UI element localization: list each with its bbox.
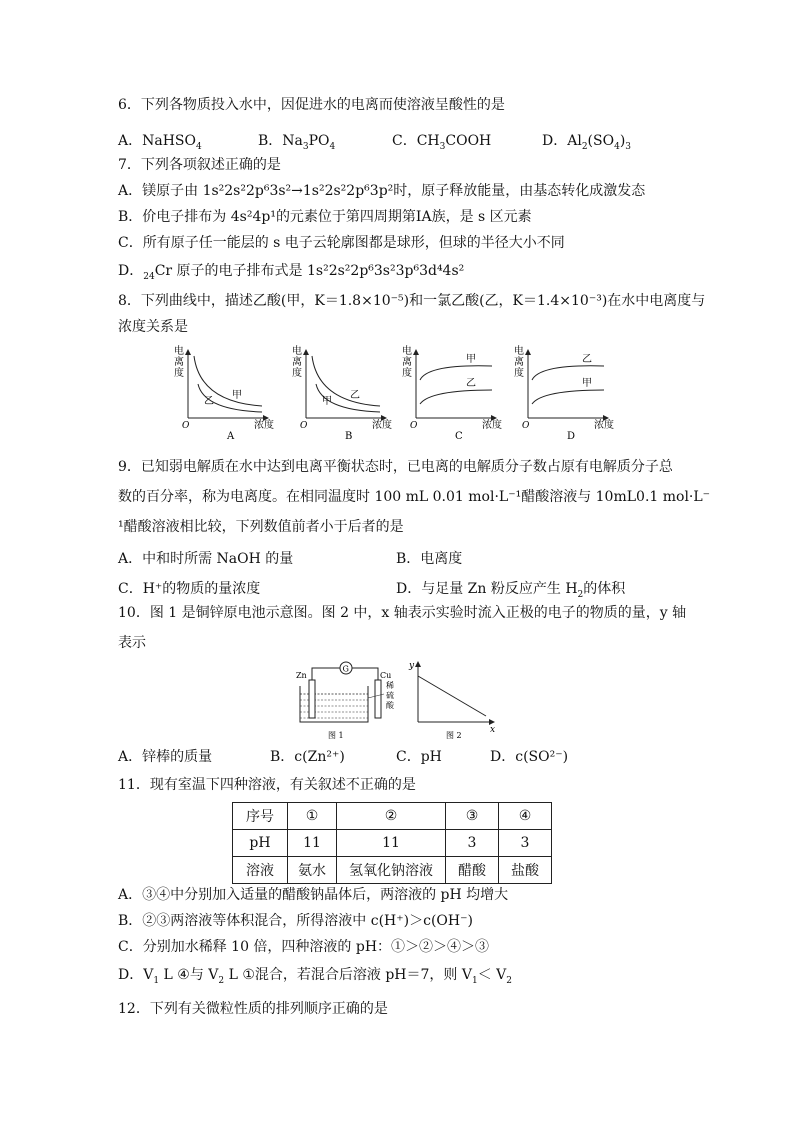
- q9-stem-line1: 9．已知弱电解质在水中达到电离平衡状态时，已电离的电解质分子数占原有电解质分子总: [118, 459, 673, 475]
- q11-option-c: C．分别加水稀释 10 倍，四种溶液的 pH：①＞②＞④＞③: [118, 939, 490, 955]
- table-cell: 氨水: [288, 857, 337, 884]
- svg-text:O: O: [182, 421, 190, 431]
- svg-text:乙: 乙: [466, 378, 476, 389]
- q8-graphs: [170, 342, 630, 446]
- q6-option-d: D．$Al_2(SO_4)_3$: [542, 133, 632, 152]
- q7-option-c: C．所有原子任一能层的 s 电子云轮廓图都是球形，但球的半径大小不同: [118, 235, 565, 251]
- svg-text:离: 离: [174, 357, 184, 368]
- svg-text:电: 电: [292, 346, 302, 357]
- svg-text:A: A: [227, 431, 235, 442]
- q8-graph-b: [292, 344, 392, 442]
- table-cell: 溶液: [233, 857, 288, 884]
- svg-text:度: 度: [402, 368, 412, 379]
- q10-stem-line2: 表示: [118, 635, 146, 651]
- table-cell: ②: [337, 803, 446, 830]
- q10-figure-1: [292, 658, 402, 746]
- table-row: [233, 803, 552, 830]
- table-cell: 序号: [233, 803, 288, 830]
- q11-option-d: D．$V_1$ L ④与 $V_2$ L ①混合，若混合后溶液 pH＝7，则 $V_1< V_2$: [118, 967, 512, 986]
- q7-option-a: A．镁原子由 1s²2s²2p⁶3s²→1s²2s²2p⁶3p²时，原子释放能量，由基态转化成激发态: [118, 183, 646, 199]
- svg-text:酸: 酸: [386, 701, 394, 710]
- table-cell: pH: [233, 830, 288, 857]
- table-cell: 醋酸: [446, 857, 499, 884]
- q12-stem: 12．下列有关微粒性质的排列顺序正确的是: [118, 1001, 388, 1017]
- svg-text:电: 电: [174, 346, 184, 357]
- table-cell: ④: [499, 803, 552, 830]
- table-cell: ①: [288, 803, 337, 830]
- svg-text:图 1: 图 1: [328, 731, 344, 740]
- q8-graph-a: [174, 344, 274, 442]
- q10-option-b: B．c(Zn²⁺): [270, 749, 345, 765]
- svg-text:浓度: 浓度: [482, 420, 502, 431]
- svg-text:度: 度: [514, 368, 524, 379]
- q11-option-a: A．③④中分别加入适量的醋酸钠晶体后，两溶液的 pH 均增大: [118, 887, 509, 903]
- svg-text:y: y: [409, 661, 415, 671]
- q7-option-b: B．价电子排布为 4s²4p¹的元素位于第四周期第ⅠA族，是 s 区元素: [118, 209, 532, 225]
- svg-text:硫: 硫: [386, 691, 394, 700]
- q6-option-b: B．$Na_3PO_4$: [258, 133, 336, 152]
- q10-option-c: C．pH: [396, 749, 442, 765]
- svg-text:图 2: 图 2: [446, 731, 462, 740]
- svg-text:D: D: [567, 431, 576, 442]
- svg-text:乙: 乙: [204, 396, 214, 407]
- svg-text:x: x: [490, 725, 496, 735]
- svg-text:Cu: Cu: [380, 671, 392, 680]
- svg-text:G: G: [342, 664, 349, 674]
- q9-stem-line2: 数的百分率，称为电离度。在相同温度时 100 mL 0.01 mol·L⁻¹醋酸溶液与 10mL0.1 mol·L⁻: [118, 489, 711, 505]
- q11-option-b: B．②③两溶液等体积混合，所得溶液中 c(H⁺)＞c(OH⁻): [118, 913, 473, 929]
- q7-option-d: D．$_{24}$Cr 原子的电子排布式是 1s²2s²2p⁶3s²3p⁶3d⁴4s²: [118, 263, 465, 282]
- q9-option-b: B．电离度: [396, 551, 463, 567]
- q8-graph-d: [514, 344, 614, 442]
- q8-graph-c-curve-yi: [420, 390, 492, 404]
- svg-text:B: B: [345, 431, 353, 442]
- q8-stem-line2: 浓度关系是: [118, 319, 188, 335]
- svg-text:离: 离: [292, 357, 302, 368]
- q8-graph-c: [402, 344, 502, 442]
- svg-text:电: 电: [402, 346, 412, 357]
- q8-graph-c-curve-jia: [420, 366, 492, 380]
- q9-stem-line3: ¹醋酸溶液相比较，下列数值前者小于后者的是: [118, 519, 404, 535]
- svg-text:浓度: 浓度: [254, 420, 274, 431]
- svg-text:电: 电: [514, 346, 524, 357]
- q10-option-a: A．锌棒的质量: [118, 749, 213, 765]
- q9-option-a: A．中和时所需 NaOH 的量: [118, 551, 294, 567]
- svg-text:度: 度: [174, 368, 184, 379]
- table-cell: 3: [499, 830, 552, 857]
- table-cell: 3: [446, 830, 499, 857]
- svg-text:浓度: 浓度: [372, 420, 392, 431]
- q6-option-a: A．NaHSO$_4$: [118, 133, 202, 152]
- table-row: [233, 830, 552, 857]
- svg-text:C: C: [455, 431, 463, 442]
- table-cell: ③: [446, 803, 499, 830]
- q6-stem: 6．下列各物质投入水中，因促进水的电离而使溶液呈酸性的是: [118, 97, 505, 113]
- svg-text:O: O: [410, 421, 418, 431]
- zn-electrode: [309, 680, 315, 718]
- q9-option-d: D．与足量 Zn 粉反应产生 $H_2$的体积: [396, 581, 626, 600]
- table-cell: 氢氧化钠溶液: [337, 857, 446, 884]
- q9-option-c: C．H⁺的物质的量浓度: [118, 581, 261, 597]
- q8-graph-d-curve-yi: [532, 366, 604, 380]
- q8-stem-line1: 8．下列曲线中，描述乙酸(甲，K＝1.8×10⁻⁵)和一氯乙酸(乙，K＝1.4×10⁻³)在水中电离度与: [118, 293, 706, 309]
- q10-figure-2-line: [418, 676, 486, 716]
- q6-option-c: C．$CH_3COOH$: [392, 133, 492, 152]
- svg-text:离: 离: [402, 357, 412, 368]
- svg-text:浓度: 浓度: [594, 420, 614, 431]
- svg-text:乙: 乙: [350, 390, 360, 401]
- svg-text:甲: 甲: [322, 396, 332, 407]
- q10-option-d: D．c(SO²⁻): [490, 749, 569, 765]
- svg-text:稀: 稀: [386, 681, 394, 690]
- svg-text:离: 离: [514, 357, 524, 368]
- q11-table: [232, 802, 552, 884]
- svg-text:甲: 甲: [582, 378, 592, 389]
- svg-text:乙: 乙: [582, 354, 592, 365]
- table-cell: 盐酸: [499, 857, 552, 884]
- table-cell: 11: [288, 830, 337, 857]
- svg-text:度: 度: [292, 368, 302, 379]
- svg-text:甲: 甲: [232, 390, 242, 401]
- table-row: [233, 857, 552, 884]
- svg-text:甲: 甲: [466, 354, 476, 365]
- q10-figure-2: [406, 658, 506, 746]
- table-cell: 11: [337, 830, 446, 857]
- cu-electrode: [375, 680, 381, 718]
- q10-stem-line1: 10．图 1 是铜锌原电池示意图。图 2 中，x 轴表示实验时流入正极的电子的物质的量，y 轴: [118, 605, 687, 621]
- q7-stem: 7．下列各项叙述正确的是: [118, 157, 281, 173]
- svg-text:Zn: Zn: [296, 671, 307, 680]
- q8-graph-d-curve-jia: [532, 390, 604, 404]
- svg-text:O: O: [300, 421, 308, 431]
- svg-text:O: O: [522, 421, 530, 431]
- q11-stem: 11．现有室温下四种溶液，有关叙述不正确的是: [118, 777, 416, 793]
